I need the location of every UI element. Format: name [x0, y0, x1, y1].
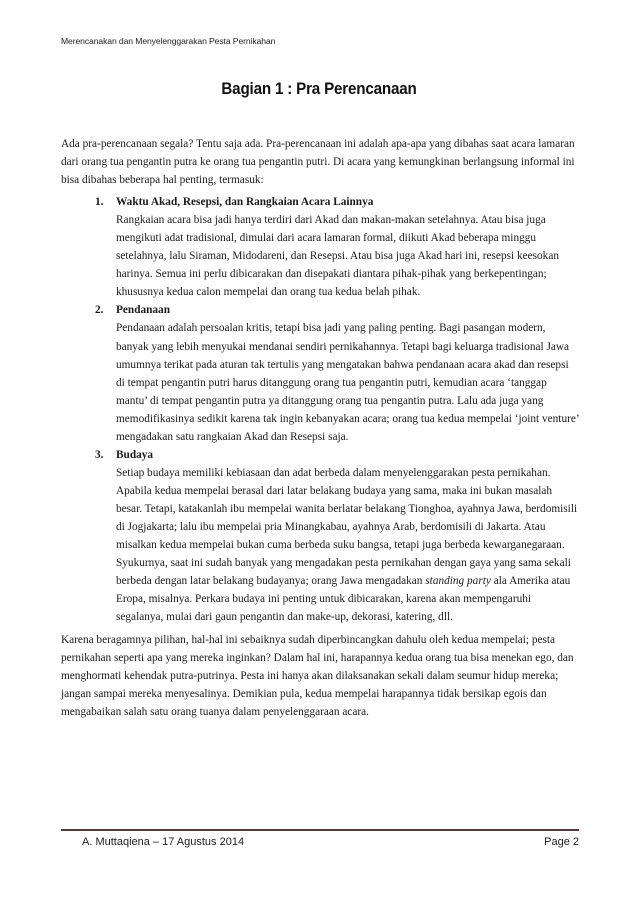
- section-number: 2.: [95, 304, 104, 317]
- list-item: [61, 446, 579, 626]
- italic-term: standing party: [425, 575, 491, 588]
- section-body: Rangkaian acara bisa jadi hanya terdiri dari Akad dan makan-makan setelahnya. Atau bisa juga mengikuti adat tradisional, dimulai dari acara lamaran formal, diikuti Akad beberapa minggu setelahnya, lalu Siraman, Midodareni, dan Resepsi. Atau bisa juga Akad hari ini, resepsi keesokan harinya. Semua ini perlu dibicarakan dan disepakati diantara pihak-pihak yang berkepentingan; khususnya kedua calon mempelai dan orang tua kedua belah pihak.: [116, 214, 559, 299]
- list-item: [61, 193, 579, 301]
- page-number: Page 2: [544, 836, 579, 848]
- intro-paragraph: Ada pra-perencanaan segala? Tentu saja ada. Pra-perencanaan ini adalah apa-apa yang dibahas saat acara lamaran dari orang tua pengantin putra ke orang tua pengantin putri. Di acara yang kemungkinan berlangsung informal ini bisa dibahas beberapa hal penting, termasuk:: [61, 138, 575, 187]
- document-body: [61, 135, 579, 722]
- body-text: ala Amerika atau Eropa, misalnya. Perkara budaya ini penting untuk dibicarakan, karena akan mempengaruhi segalanya, mulai dari gaun pengantin dan make-up, dekorasi, katering, dll.: [116, 575, 571, 624]
- footer-divider: [61, 829, 579, 831]
- section-list: [61, 193, 579, 626]
- closing-paragraph: Karena beragamnya pilihan, hal-hal ini sebaiknya sudah diperbincangkan dahulu oleh kedua mempelai; pesta pernikahan seperti apa yang mereka inginkan? Dalam hal ini, harapannya kedua orang tua bisa menekan ego, dan menghormati kehendak putra-putrinya. Pesta ini hanya akan dilaksanakan sekali dalam seumur hidup mereka; jangan sampai mereka menyesalinya. Demikian pula, kedua mempelai harapannya tidak bersikap egois dan mengabaikan salah satu orang tuanya dalam penyelenggaraan acara.: [61, 634, 574, 719]
- section-number: 3.: [95, 448, 104, 461]
- page-title: Bagian 1 : Pra Perencanaan: [221, 80, 417, 98]
- footer-author: A. Muttaqiena – 17 Agustus 2014: [82, 836, 245, 848]
- body-text: Setiap budaya memiliki kebiasaan dan adat berbeda dalam menyelenggarakan pesta pernikahan. Apabila kedua mempelai berasal dari latar belakang budaya yang sama, maka ini bukan masalah besar. Tetapi, katakanlah ibu mempelai wanita berlatar belakang Tionghoa, ayahnya Jawa, berdomisili di Jogjakarta; lalu ibu mempelai pria Minangkabau, ayahnya Arab, berdomisili di Jakarta. Atau misalkan kedua mempelai bukan cuma berbeda suku bangsa, tetapi juga berbeda kewarganegaraan. Syukurnya, saat ini sudah banyak yang mengadakan pesta pernikahan dengan gaya yang sama sekali berbeda dengan latar belakang budayanya; orang Jawa mengadakan: [116, 466, 578, 588]
- section-title: Budaya: [116, 448, 154, 461]
- section-number: 1.: [95, 196, 104, 209]
- section-title: Waktu Akad, Resepsi, dan Rangkaian Acara Lainnya: [116, 196, 374, 209]
- section-body: [116, 464, 579, 626]
- section-title: Pendanaan: [116, 304, 170, 317]
- list-item: [61, 301, 579, 445]
- section-body: Pendanaan adalah persoalan kritis, tetapi bisa jadi yang paling penting. Bagi pasangan modern, banyak yang lebih menyukai mendanai sendiri pernikahannya. Tetapi bagi keluarga tradisional Jawa umumnya terikat pada aturan tak tertulis yang mengatakan bahwa pendanaan acara akad dan resepsi di tempat pengantin putri harus ditanggung orang tua pengantin putri, kemudian acara ‘tanggap mantu’ di tempat pengantin putra ya ditanggung orang tua pengantin putra. Lalu ada juga yang memodifikasinya sedikit karena tak ingin kebanyakan acara; orang tua kedua mempelai ‘joint venture’ mengadakan satu rangkaian Akad dan Resepsi saja.: [116, 322, 579, 443]
- running-header: Merencanakan dan Menyelenggarakan Pesta Pernikahan: [61, 36, 276, 46]
